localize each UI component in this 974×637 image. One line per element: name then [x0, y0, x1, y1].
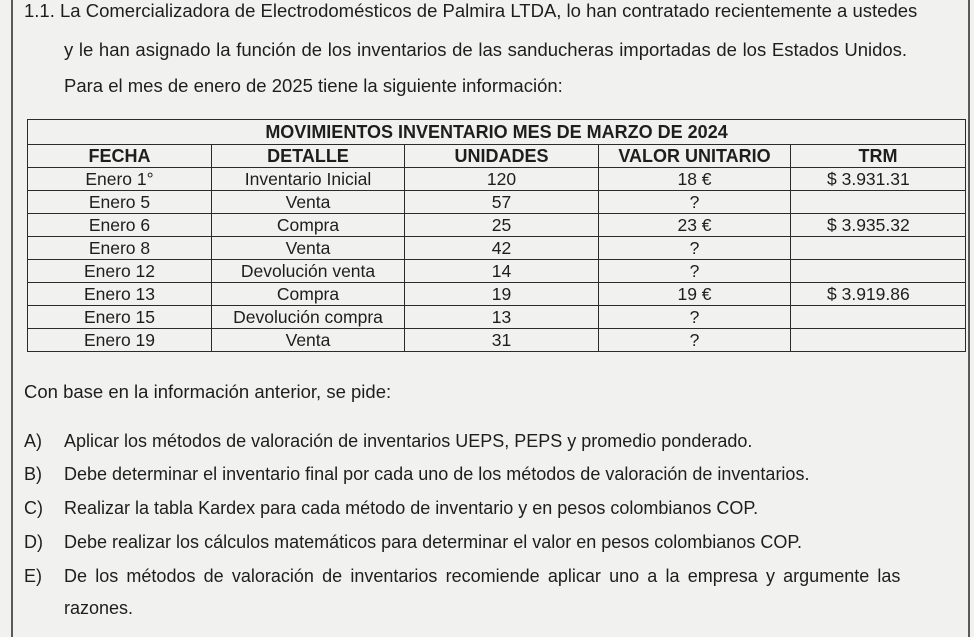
task-text: Aplicar los métodos de valoración de inventarios UEPS, PEPS y promedio ponderado.: [64, 431, 753, 451]
intro-line-1: 1.1. La Comercializadora de Electrodomésticos de Palmira LTDA, lo han contratado recientemente a ustedes: [24, 0, 918, 21]
table-row: [28, 329, 966, 352]
table-row: [28, 283, 966, 306]
cell-valor-unitario: 19 €: [599, 283, 791, 306]
cell-unidades: 25: [405, 214, 599, 237]
cell-valor-unitario: ?: [599, 306, 791, 329]
table-title: MOVIMIENTOS INVENTARIO MES DE MARZO DE 2024: [28, 120, 966, 145]
cell-unidades: 19: [405, 283, 599, 306]
cell-fecha: Enero 8: [28, 237, 212, 260]
task-text: De los métodos de valoración de inventarios recomiende aplicar uno a la empresa y argumente las: [64, 566, 901, 586]
cell-valor-unitario: ?: [599, 237, 791, 260]
instructions-prompt: Con base en la información anterior, se pide:: [24, 381, 392, 402]
header-fecha: FECHA: [28, 145, 212, 168]
cell-fecha: Enero 19: [28, 329, 212, 352]
intro-line-3: Para el mes de enero de 2025 tiene la siguiente información:: [64, 75, 563, 96]
cell-valor-unitario: ?: [599, 260, 791, 283]
cell-fecha: Enero 13: [28, 283, 212, 306]
cell-trm: $ 3.931.31: [791, 168, 966, 191]
page-border-left: [11, 0, 13, 637]
cell-valor-unitario: 18 €: [599, 168, 791, 191]
task-text: Realizar la tabla Kardex para cada método de inventario y en pesos colombianos COP.: [64, 498, 759, 518]
cell-unidades: 42: [405, 237, 599, 260]
task-text: Debe determinar el inventario final por cada uno de los métodos de valoración de inventarios.: [64, 464, 810, 484]
cell-fecha: Enero 15: [28, 306, 212, 329]
table-row: [28, 306, 966, 329]
task-text: Debe realizar los cálculos matemáticos para determinar el valor en pesos colombianos COP.: [64, 532, 803, 552]
table-header-row: [28, 145, 966, 168]
cell-fecha: Enero 1°: [28, 168, 212, 191]
inventory-movements-table: [27, 119, 966, 352]
cell-detalle: Inventario Inicial: [212, 168, 405, 191]
table-row: [28, 260, 966, 283]
cell-unidades: 13: [405, 306, 599, 329]
cell-detalle: Devolución compra: [212, 306, 405, 329]
cell-fecha: Enero 5: [28, 191, 212, 214]
header-valor-unitario: VALOR UNITARIO: [599, 145, 791, 168]
cell-unidades: 120: [405, 168, 599, 191]
task-item-e-continuation: razones.: [64, 598, 134, 618]
cell-valor-unitario: ?: [599, 191, 791, 214]
cell-valor-unitario: ?: [599, 329, 791, 352]
cell-unidades: 57: [405, 191, 599, 214]
task-letter: B): [24, 464, 42, 484]
cell-detalle: Compra: [212, 283, 405, 306]
task-letter: D): [24, 532, 43, 552]
cell-trm: [791, 306, 966, 329]
cell-fecha: Enero 6: [28, 214, 212, 237]
cell-trm: [791, 329, 966, 352]
table-row: [28, 214, 966, 237]
task-letter: A): [24, 431, 42, 451]
cell-trm: [791, 191, 966, 214]
cell-fecha: Enero 12: [28, 260, 212, 283]
cell-unidades: 14: [405, 260, 599, 283]
cell-detalle: Venta: [212, 237, 405, 260]
table-title-row: [28, 120, 966, 145]
cell-trm: $ 3.935.32: [791, 214, 966, 237]
header-detalle: DETALLE: [212, 145, 405, 168]
cell-detalle: Venta: [212, 329, 405, 352]
header-trm: TRM: [791, 145, 966, 168]
cell-trm: [791, 237, 966, 260]
cell-valor-unitario: 23 €: [599, 214, 791, 237]
cell-trm: $ 3.919.86: [791, 283, 966, 306]
cell-unidades: 31: [405, 329, 599, 352]
intro-line-2: y le han asignado la función de los inventarios de las sanducheras importadas de los Estados Unidos.: [64, 39, 908, 60]
task-letter: C): [24, 498, 43, 518]
header-unidades: UNIDADES: [405, 145, 599, 168]
cell-trm: [791, 260, 966, 283]
cell-detalle: Devolución venta: [212, 260, 405, 283]
cell-detalle: Compra: [212, 214, 405, 237]
table-row: [28, 168, 966, 191]
page-border-right: [968, 0, 970, 637]
cell-detalle: Venta: [212, 191, 405, 214]
task-letter: E): [24, 566, 42, 586]
table-row: [28, 237, 966, 260]
table-row: [28, 191, 966, 214]
